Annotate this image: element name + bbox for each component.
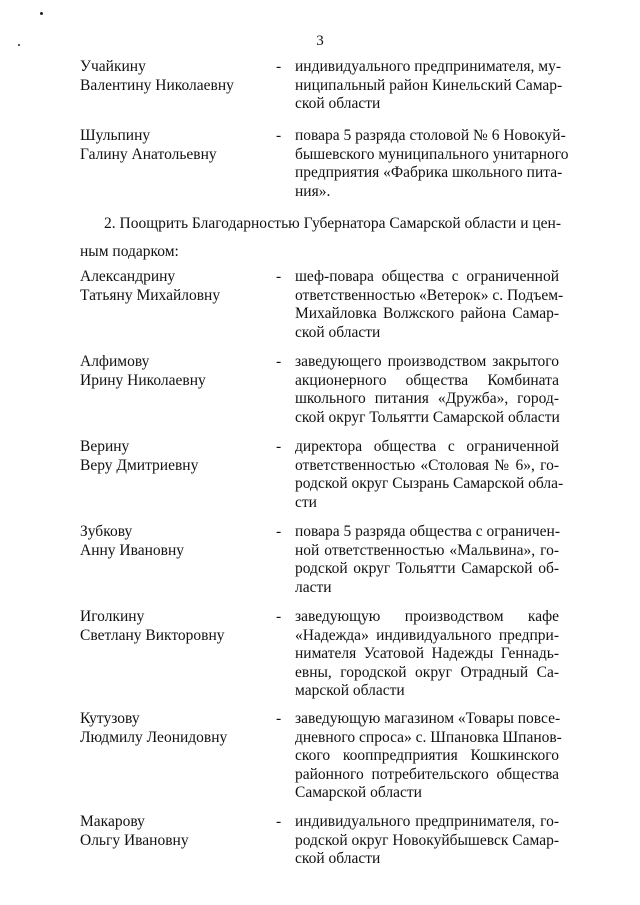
position-description bbox=[295, 523, 559, 597]
separator-dash: - bbox=[276, 353, 282, 370]
position-line: ской области bbox=[295, 95, 381, 112]
section-2-intro-continued: ным подарком: bbox=[80, 243, 179, 260]
person-name bbox=[80, 608, 270, 645]
position-line: ответственностью «Ветерок» с. Подъем- bbox=[295, 286, 564, 304]
position-line: ния». bbox=[295, 182, 331, 200]
separator-dash: - bbox=[276, 127, 282, 144]
surname: Шульпину bbox=[80, 127, 151, 144]
given-names: Анну Ивановну bbox=[80, 541, 185, 559]
position-line: дневного спроса» с. Шпановка Шпанов- bbox=[295, 728, 562, 746]
position-description bbox=[295, 58, 563, 114]
given-names: Людмилу Леонидовну bbox=[80, 728, 228, 746]
given-names: Веру Дмитриевну bbox=[80, 456, 199, 474]
position-line: ской области bbox=[295, 323, 381, 341]
given-names: Светлану Викторовну bbox=[80, 626, 225, 644]
surname: Верину bbox=[80, 438, 130, 455]
position-line: предприятия «Фабрика школьного пита- bbox=[295, 164, 563, 181]
position-line: индивидуального предпринимателя, му- bbox=[295, 58, 561, 75]
separator-dash: - bbox=[276, 813, 282, 830]
position-line: заведующую магазином «Товары повсе- bbox=[295, 710, 561, 727]
position-line: евны, городской округ Отрадный Са- bbox=[295, 663, 559, 681]
surname: Кутузову bbox=[80, 710, 140, 727]
surname: Зубкову bbox=[80, 523, 133, 540]
scan-speck bbox=[40, 12, 43, 15]
position-line: шеф-повара общества с ограниченной bbox=[295, 268, 559, 285]
position-line: Михайловка Волжского района Самар- bbox=[295, 305, 559, 322]
position-line: повара 5 разряда столовой № 6 Новокуй- bbox=[295, 127, 566, 144]
position-line: марской области bbox=[295, 682, 405, 699]
person-name bbox=[80, 353, 270, 390]
surname: Иголкину bbox=[80, 608, 145, 625]
position-line: ниципальный район Кинельский Самар- bbox=[295, 76, 563, 94]
person-name bbox=[80, 438, 270, 475]
position-line: Самарской области bbox=[295, 784, 422, 801]
position-description bbox=[295, 813, 559, 869]
person-name bbox=[80, 813, 270, 850]
position-description bbox=[295, 268, 564, 342]
surname: Александрину bbox=[80, 268, 176, 285]
position-line: нимателя Усатовой Надежды Геннадь- bbox=[295, 645, 559, 662]
position-line: сти bbox=[295, 493, 317, 511]
position-line: индивидуального предпринимателя, го- bbox=[295, 813, 559, 830]
position-line: ской области bbox=[295, 850, 381, 867]
position-description bbox=[295, 127, 569, 201]
position-line: ласти bbox=[295, 578, 332, 596]
position-line: родской округ Тольятти Самарской об- bbox=[295, 560, 559, 577]
given-names: Галину Анатольевну bbox=[80, 145, 217, 163]
position-line: «Надежда» индивидуального предпри- bbox=[295, 626, 559, 644]
separator-dash: - bbox=[276, 438, 282, 455]
position-line: повара 5 разряда общества с ограничен- bbox=[295, 523, 561, 540]
given-names: Татьяну Михайловну bbox=[80, 286, 221, 304]
separator-dash: - bbox=[276, 268, 282, 285]
position-line: акционерного общества Комбината bbox=[295, 371, 559, 389]
position-line: ответственностью «Столовая № 6», го- bbox=[295, 456, 559, 474]
position-line: директора общества с ограниченной bbox=[295, 438, 559, 455]
position-line: районного потребительского общества bbox=[295, 765, 559, 783]
separator-dash: - bbox=[276, 608, 282, 625]
person-name bbox=[80, 58, 270, 95]
position-line: бышевского муниципального унитарного bbox=[295, 145, 569, 163]
given-names: Ольгу Ивановну bbox=[80, 831, 189, 849]
position-line: заведующего производством закрытого bbox=[295, 353, 559, 370]
position-description bbox=[295, 608, 559, 701]
person-name bbox=[80, 127, 270, 164]
separator-dash: - bbox=[276, 710, 282, 727]
given-names: Ирину Николаевну bbox=[80, 371, 206, 389]
position-line: ской округ Тольятти Самарской области bbox=[295, 408, 560, 426]
separator-dash: - bbox=[276, 523, 282, 540]
separator-dash: - bbox=[276, 58, 282, 75]
position-line: ной ответственностью «Мальвина», го- bbox=[295, 541, 559, 559]
position-description bbox=[295, 438, 564, 512]
surname: Алфимову bbox=[80, 353, 150, 370]
position-line: ского кооппредприятия Кошкинского bbox=[295, 747, 559, 764]
section-2-intro: 2. Поощрить Благодарностью Губернатора Самарской области и цен- bbox=[104, 215, 562, 232]
position-description bbox=[295, 710, 562, 803]
surname: Учайкину bbox=[80, 58, 146, 75]
position-line: школьного питания «Дружба», город- bbox=[295, 390, 559, 407]
position-line: родской округ Новокуйбышевск Самар- bbox=[295, 831, 559, 849]
given-names: Валентину Николаевну bbox=[80, 76, 234, 94]
person-name bbox=[80, 268, 270, 305]
position-line: родской округ Сызрань Самарской обла- bbox=[295, 475, 564, 492]
position-description bbox=[295, 353, 559, 427]
position-line: заведующую производством кафе bbox=[295, 608, 559, 625]
page-number: 3 bbox=[316, 33, 324, 49]
surname: Макарову bbox=[80, 813, 145, 830]
person-name bbox=[80, 710, 270, 747]
person-name bbox=[80, 523, 270, 560]
